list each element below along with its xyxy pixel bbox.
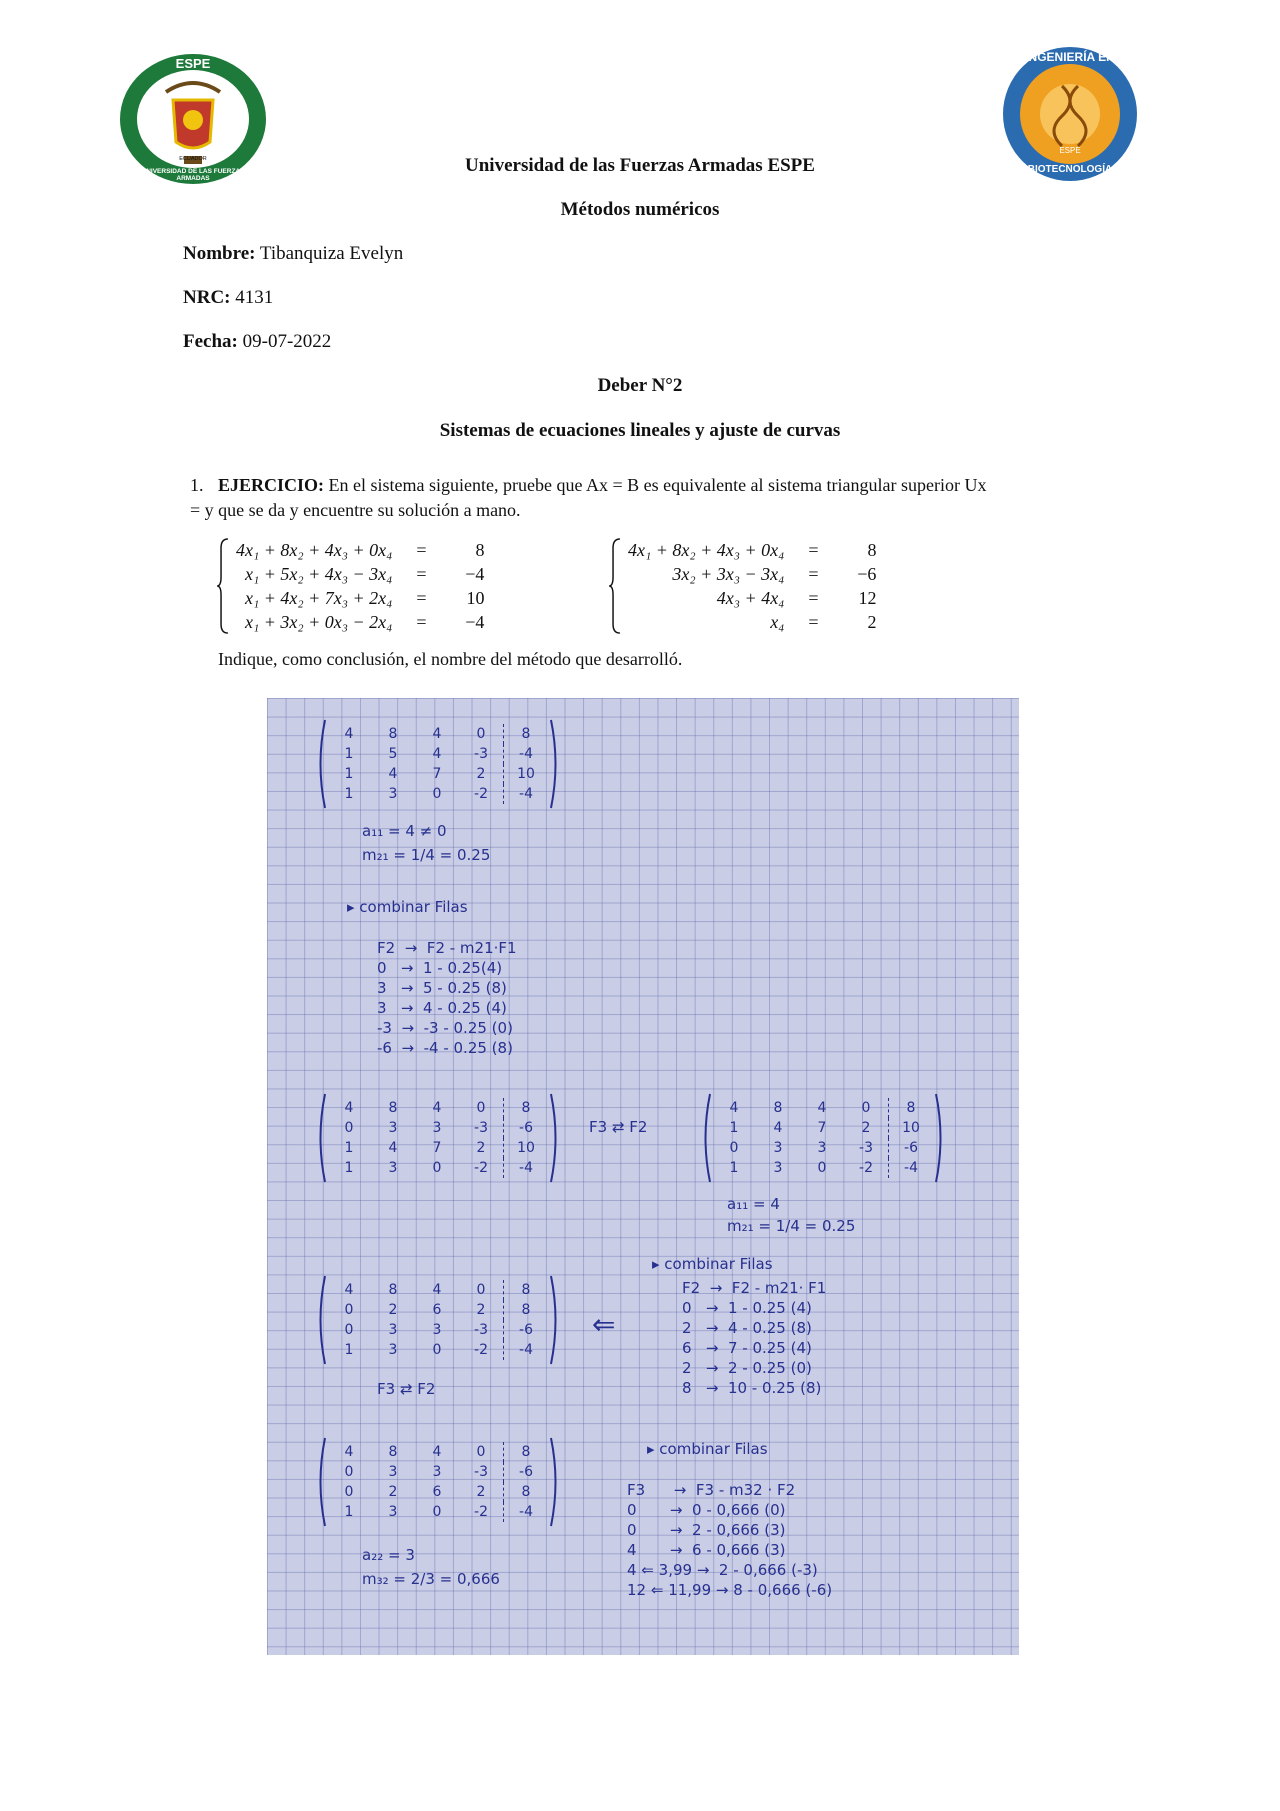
- date-value: 09-07-2022: [242, 331, 332, 352]
- matrix-row: [327, 1118, 548, 1138]
- matrix-cell: 0: [344, 1302, 354, 1318]
- homework-title: Deber N°2: [597, 375, 683, 396]
- equation-rhs: 8: [475, 539, 485, 560]
- equation-rhs: −4: [465, 563, 485, 584]
- matrix-cell: 4: [344, 726, 354, 742]
- equation-lhs: 4x₁ + 8x₂ + 4x₃ + 0x₄: [236, 539, 393, 560]
- matrix-cell: -3: [859, 1140, 873, 1156]
- exercise-statement: [190, 473, 1000, 523]
- matrix-cell: -4: [504, 1340, 549, 1360]
- matrix-cell: 4: [432, 746, 442, 762]
- equation-rhs: 12: [858, 587, 877, 608]
- matrix-cell: 4: [817, 1100, 827, 1116]
- date-field: [183, 331, 331, 353]
- matrix-cell: 2: [476, 1302, 486, 1318]
- operation-line: 8 → 10 - 0.25 (8): [682, 1379, 822, 1397]
- matrix-row: [327, 1340, 548, 1360]
- matrix-cell: 3: [388, 1322, 398, 1338]
- equation-operator: =: [808, 611, 819, 632]
- matrix-row: [327, 1320, 548, 1340]
- left-brace-icon: [216, 538, 230, 634]
- pivot-1: a₁₁ = 4 ≠ 0: [362, 822, 447, 840]
- name-label: Nombre:: [183, 243, 256, 264]
- exercise-label: EJERCICIO:: [218, 475, 325, 495]
- matrix-cell: 3: [773, 1160, 783, 1176]
- date-label: Fecha:: [183, 331, 238, 352]
- operation-line: 0 → 1 - 0.25 (4): [682, 1299, 812, 1317]
- combine-rows-1: ▸ combinar Filas: [347, 898, 468, 916]
- matrix-cell: 0: [476, 1444, 486, 1460]
- matrix-cell: 10: [504, 764, 549, 784]
- matrix-cell: -4: [504, 744, 549, 764]
- equation-row: [230, 586, 490, 610]
- left-paren-icon: [315, 1436, 327, 1528]
- operation-line: 4 → 6 - 0,666 (3): [627, 1541, 786, 1559]
- matrix-cell: -6: [889, 1138, 934, 1158]
- equation-rhs: 2: [867, 611, 877, 632]
- matrix-cell: 2: [388, 1302, 398, 1318]
- matrix-4: [327, 1280, 548, 1360]
- matrix-row: [712, 1118, 933, 1138]
- equation-rhs: 10: [466, 587, 485, 608]
- matrix-cell: 1: [344, 1342, 354, 1358]
- nrc-field: [183, 287, 273, 309]
- system-ux-y: [622, 538, 882, 634]
- matrix-cell: 3: [773, 1140, 783, 1156]
- matrix-row: [327, 1442, 548, 1462]
- matrix-cell: 0: [476, 1100, 486, 1116]
- matrix-row: [327, 1158, 548, 1178]
- equation-lhs: x₁ + 5x₂ + 4x₃ − 3x₄: [245, 563, 393, 584]
- equation-operator: =: [808, 587, 819, 608]
- espe-logo-sub: ECUADOR: [179, 156, 207, 162]
- matrix-cell: 0: [432, 1160, 442, 1176]
- equation-lhs: 4x₁ + 8x₂ + 4x₃ + 0x₄: [628, 539, 785, 560]
- right-paren-icon: [934, 1092, 946, 1184]
- matrix-cell: 7: [432, 1140, 442, 1156]
- matrix-cell: 0: [344, 1484, 354, 1500]
- matrix-row: [712, 1158, 933, 1178]
- logo-top-text: INGENIERÍA EN: [1025, 50, 1115, 64]
- matrix-cell: 0: [344, 1120, 354, 1136]
- espe-logo-label: ESPE: [175, 56, 211, 71]
- matrix-cell: 3: [432, 1464, 442, 1480]
- matrix-cell: -2: [474, 1504, 488, 1520]
- matrix-row: [327, 1300, 548, 1320]
- matrix-cell: -3: [474, 1322, 488, 1338]
- matrix-cell: -2: [859, 1160, 873, 1176]
- matrix-cell: 2: [861, 1120, 871, 1136]
- left-paren-icon: [315, 718, 327, 810]
- operation-line: F3 → F3 - m32 · F2: [627, 1481, 796, 1499]
- multiplier-2: m₂₁ = 1/4 = 0.25: [727, 1217, 856, 1235]
- matrix-cell: 3: [388, 1120, 398, 1136]
- matrix-cell: 5: [388, 746, 398, 762]
- combine-rows-3: ▸ combinar Filas: [647, 1440, 768, 1458]
- matrix-row: [327, 1280, 548, 1300]
- operation-line: 3 → 5 - 0.25 (8): [377, 979, 507, 997]
- matrix-cell: 8: [504, 1482, 549, 1502]
- pivot-3: a₂₂ = 3: [362, 1546, 415, 1564]
- equation-rhs: 8: [867, 539, 877, 560]
- back-arrow: ⇐: [592, 1308, 616, 1341]
- matrix-row: [327, 1502, 548, 1522]
- matrix-cell: 8: [388, 726, 398, 742]
- matrix-cell: -3: [474, 1120, 488, 1136]
- nrc-value: 4131: [235, 287, 274, 308]
- matrix-cell: 7: [432, 766, 442, 782]
- right-paren-icon: [549, 718, 561, 810]
- matrix-cell: 0: [344, 1464, 354, 1480]
- matrix-cell: 0: [432, 1504, 442, 1520]
- matrix-row: [327, 764, 548, 784]
- nrc-label: NRC:: [183, 287, 231, 308]
- exercise-number: 1.: [190, 475, 204, 495]
- right-paren-icon: [549, 1436, 561, 1528]
- exercise-text: En el sistema siguiente, pruebe que Ax = B es equivalente al sistema triangular superior Ux = y que se da y encuentre su solución a mano.: [190, 475, 987, 520]
- left-paren-icon: [315, 1274, 327, 1366]
- matrix-row: [327, 744, 548, 764]
- equation-operator: =: [808, 539, 819, 560]
- name-value: Tibanquiza Evelyn: [259, 243, 404, 264]
- pivot-2: a₁₁ = 4: [727, 1195, 780, 1213]
- operation-line: 4 ⇐ 3,99 → 2 - 0,666 (-3): [627, 1561, 818, 1579]
- matrix-cell: 4: [729, 1100, 739, 1116]
- matrix-cell: 1: [344, 1160, 354, 1176]
- matrix-cell: 0: [476, 726, 486, 742]
- operation-line: 0 → 2 - 0,666 (3): [627, 1521, 786, 1539]
- matrix-cell: -6: [504, 1118, 549, 1138]
- university-title: Universidad de las Fuerzas Armadas ESPE: [465, 155, 815, 176]
- matrix-cell: 6: [432, 1484, 442, 1500]
- matrix-cell: -4: [504, 1502, 549, 1522]
- matrix-cell: 2: [476, 1484, 486, 1500]
- matrix-cell: 10: [889, 1118, 934, 1138]
- matrix-cell: 8: [889, 1098, 934, 1118]
- matrix-cell: 1: [729, 1160, 739, 1176]
- operation-line: -6 → -4 - 0.25 (8): [377, 1039, 513, 1057]
- combine-rows-2: ▸ combinar Filas: [652, 1255, 773, 1273]
- equation-row: [622, 562, 882, 586]
- matrix-cell: 8: [504, 724, 549, 744]
- matrix-cell: 2: [476, 1140, 486, 1156]
- matrix-cell: 1: [344, 1504, 354, 1520]
- matrix-cell: 8: [388, 1444, 398, 1460]
- matrix-2: [327, 1098, 548, 1178]
- matrix-cell: 4: [432, 1282, 442, 1298]
- matrix-cell: 0: [432, 1342, 442, 1358]
- matrix-cell: 8: [504, 1098, 549, 1118]
- matrix-cell: 10: [504, 1138, 549, 1158]
- matrix-cell: 3: [432, 1322, 442, 1338]
- matrix-cell: 4: [432, 726, 442, 742]
- left-paren-icon: [700, 1092, 712, 1184]
- matrix-cell: -4: [889, 1158, 934, 1178]
- right-paren-icon: [549, 1274, 561, 1366]
- operation-line: F2 → F2 - m21·F1: [377, 939, 517, 957]
- operation-line: 6 → 7 - 0.25 (4): [682, 1339, 812, 1357]
- handwritten-solution-photo: [267, 698, 1019, 1655]
- matrix-row: [712, 1098, 933, 1118]
- logo-mid-text: ESPE: [1059, 146, 1081, 155]
- matrix-row: [712, 1138, 933, 1158]
- equation-row: [622, 586, 882, 610]
- matrix-cell: 2: [476, 766, 486, 782]
- equation-operator: =: [808, 563, 819, 584]
- matrix-cell: 3: [388, 1504, 398, 1520]
- matrix-row: [327, 784, 548, 804]
- operation-line: 2 → 4 - 0.25 (8): [682, 1319, 812, 1337]
- operation-line: 0 → 1 - 0.25(4): [377, 959, 503, 977]
- matrix-5: [327, 1442, 548, 1522]
- operation-line: 2 → 2 - 0.25 (0): [682, 1359, 812, 1377]
- equation-row: [622, 610, 882, 634]
- left-paren-icon: [315, 1092, 327, 1184]
- equation-row: [230, 610, 490, 634]
- matrix-cell: 7: [817, 1120, 827, 1136]
- matrix-cell: 1: [344, 786, 354, 802]
- operation-line: 0 → 0 - 0,666 (0): [627, 1501, 786, 1519]
- matrix-cell: 4: [344, 1282, 354, 1298]
- operation-line: 12 ⇐ 11,99 → 8 - 0,666 (-6): [627, 1581, 833, 1599]
- matrix-cell: 8: [504, 1442, 549, 1462]
- matrix-cell: 3: [388, 786, 398, 802]
- matrix-cell: -6: [504, 1320, 549, 1340]
- matrix-cell: -4: [504, 784, 549, 804]
- swap-1: F3 ⇄ F2: [589, 1118, 648, 1136]
- matrix-cell: 0: [729, 1140, 739, 1156]
- matrix-cell: 4: [344, 1444, 354, 1460]
- system-ax-b: [230, 538, 490, 634]
- equation-lhs: x₄: [770, 611, 785, 632]
- matrix-cell: 4: [388, 766, 398, 782]
- matrix-cell: 3: [388, 1464, 398, 1480]
- matrix-row: [327, 724, 548, 744]
- exercise-conclusion: Indique, como conclusión, el nombre del método que desarrolló.: [218, 649, 683, 669]
- matrix-cell: 4: [773, 1120, 783, 1136]
- matrix-cell: -4: [504, 1158, 549, 1178]
- operations-1: [377, 938, 517, 1058]
- matrix-cell: 1: [344, 766, 354, 782]
- matrix-cell: 1: [344, 746, 354, 762]
- matrix-cell: 0: [817, 1160, 827, 1176]
- matrix-3: [712, 1098, 933, 1178]
- matrix-cell: 0: [476, 1282, 486, 1298]
- equation-row: [622, 538, 882, 562]
- equation-lhs: x₁ + 4x₂ + 7x₃ + 2x₄: [245, 587, 393, 608]
- left-brace-icon: [608, 538, 622, 634]
- equation-operator: =: [416, 563, 427, 584]
- matrix-cell: 3: [388, 1160, 398, 1176]
- equation-rhs: −4: [465, 611, 485, 632]
- multiplier-1: m₂₁ = 1/4 = 0.25: [362, 846, 491, 864]
- equation-row: [230, 538, 490, 562]
- equation-operator: =: [416, 611, 427, 632]
- equation-lhs: x₁ + 3x₂ + 0x₃ − 2x₄: [245, 611, 393, 632]
- operation-line: 3 → 4 - 0.25 (4): [377, 999, 507, 1017]
- matrix-row: [327, 1098, 548, 1118]
- equation-row: [230, 562, 490, 586]
- matrix-cell: 8: [773, 1100, 783, 1116]
- matrix-cell: 8: [388, 1282, 398, 1298]
- matrix-cell: 8: [504, 1280, 549, 1300]
- name-field: [183, 243, 403, 265]
- matrix-cell: -3: [474, 1464, 488, 1480]
- matrix-cell: 0: [432, 786, 442, 802]
- equation-lhs: 3x₂ + 3x₃ − 3x₄: [672, 563, 785, 584]
- matrix-row: [327, 1462, 548, 1482]
- matrix-cell: 4: [388, 1140, 398, 1156]
- multiplier-3: m₃₂ = 2/3 = 0,666: [362, 1570, 500, 1588]
- matrix-cell: 1: [344, 1140, 354, 1156]
- swap-2: F3 ⇄ F2: [377, 1380, 436, 1398]
- matrix-cell: 1: [729, 1120, 739, 1136]
- matrix-row: [327, 1482, 548, 1502]
- right-paren-icon: [549, 1092, 561, 1184]
- matrix-cell: 4: [432, 1100, 442, 1116]
- operation-line: -3 → -3 - 0.25 (0): [377, 1019, 513, 1037]
- matrix-cell: -2: [474, 1160, 488, 1176]
- equation-operator: =: [416, 539, 427, 560]
- matrix-cell: -2: [474, 1342, 488, 1358]
- logo-bottom-text: BIOTECNOLOGÍA: [1027, 164, 1113, 175]
- matrix-cell: 8: [388, 1100, 398, 1116]
- equation-rhs: −6: [857, 563, 877, 584]
- operations-3: [627, 1480, 832, 1600]
- matrix-cell: 2: [388, 1484, 398, 1500]
- matrix-cell: -2: [474, 786, 488, 802]
- matrix-cell: 3: [817, 1140, 827, 1156]
- topic-title: Sistemas de ecuaciones lineales y ajuste de curvas: [439, 420, 841, 441]
- operation-line: F2 → F2 - m21· F1: [682, 1279, 827, 1297]
- matrix-cell: 3: [388, 1342, 398, 1358]
- matrix-cell: 6: [432, 1302, 442, 1318]
- course-title: Métodos numéricos: [560, 199, 720, 220]
- matrix-cell: 4: [344, 1100, 354, 1116]
- matrix-cell: 0: [344, 1322, 354, 1338]
- matrix-1: [327, 724, 548, 804]
- espe-logo-ring: UNIVERSIDAD DE LAS FUERZAS ARMADAS: [141, 168, 245, 182]
- operations-2: [682, 1278, 826, 1398]
- matrix-cell: 3: [432, 1120, 442, 1136]
- matrix-cell: 4: [432, 1444, 442, 1460]
- matrix-cell: -3: [474, 746, 488, 762]
- equation-operator: =: [416, 587, 427, 608]
- matrix-cell: 8: [504, 1300, 549, 1320]
- matrix-row: [327, 1138, 548, 1158]
- equation-lhs: 4x₃ + 4x₄: [716, 587, 785, 608]
- matrix-cell: 0: [861, 1100, 871, 1116]
- matrix-cell: -6: [504, 1462, 549, 1482]
